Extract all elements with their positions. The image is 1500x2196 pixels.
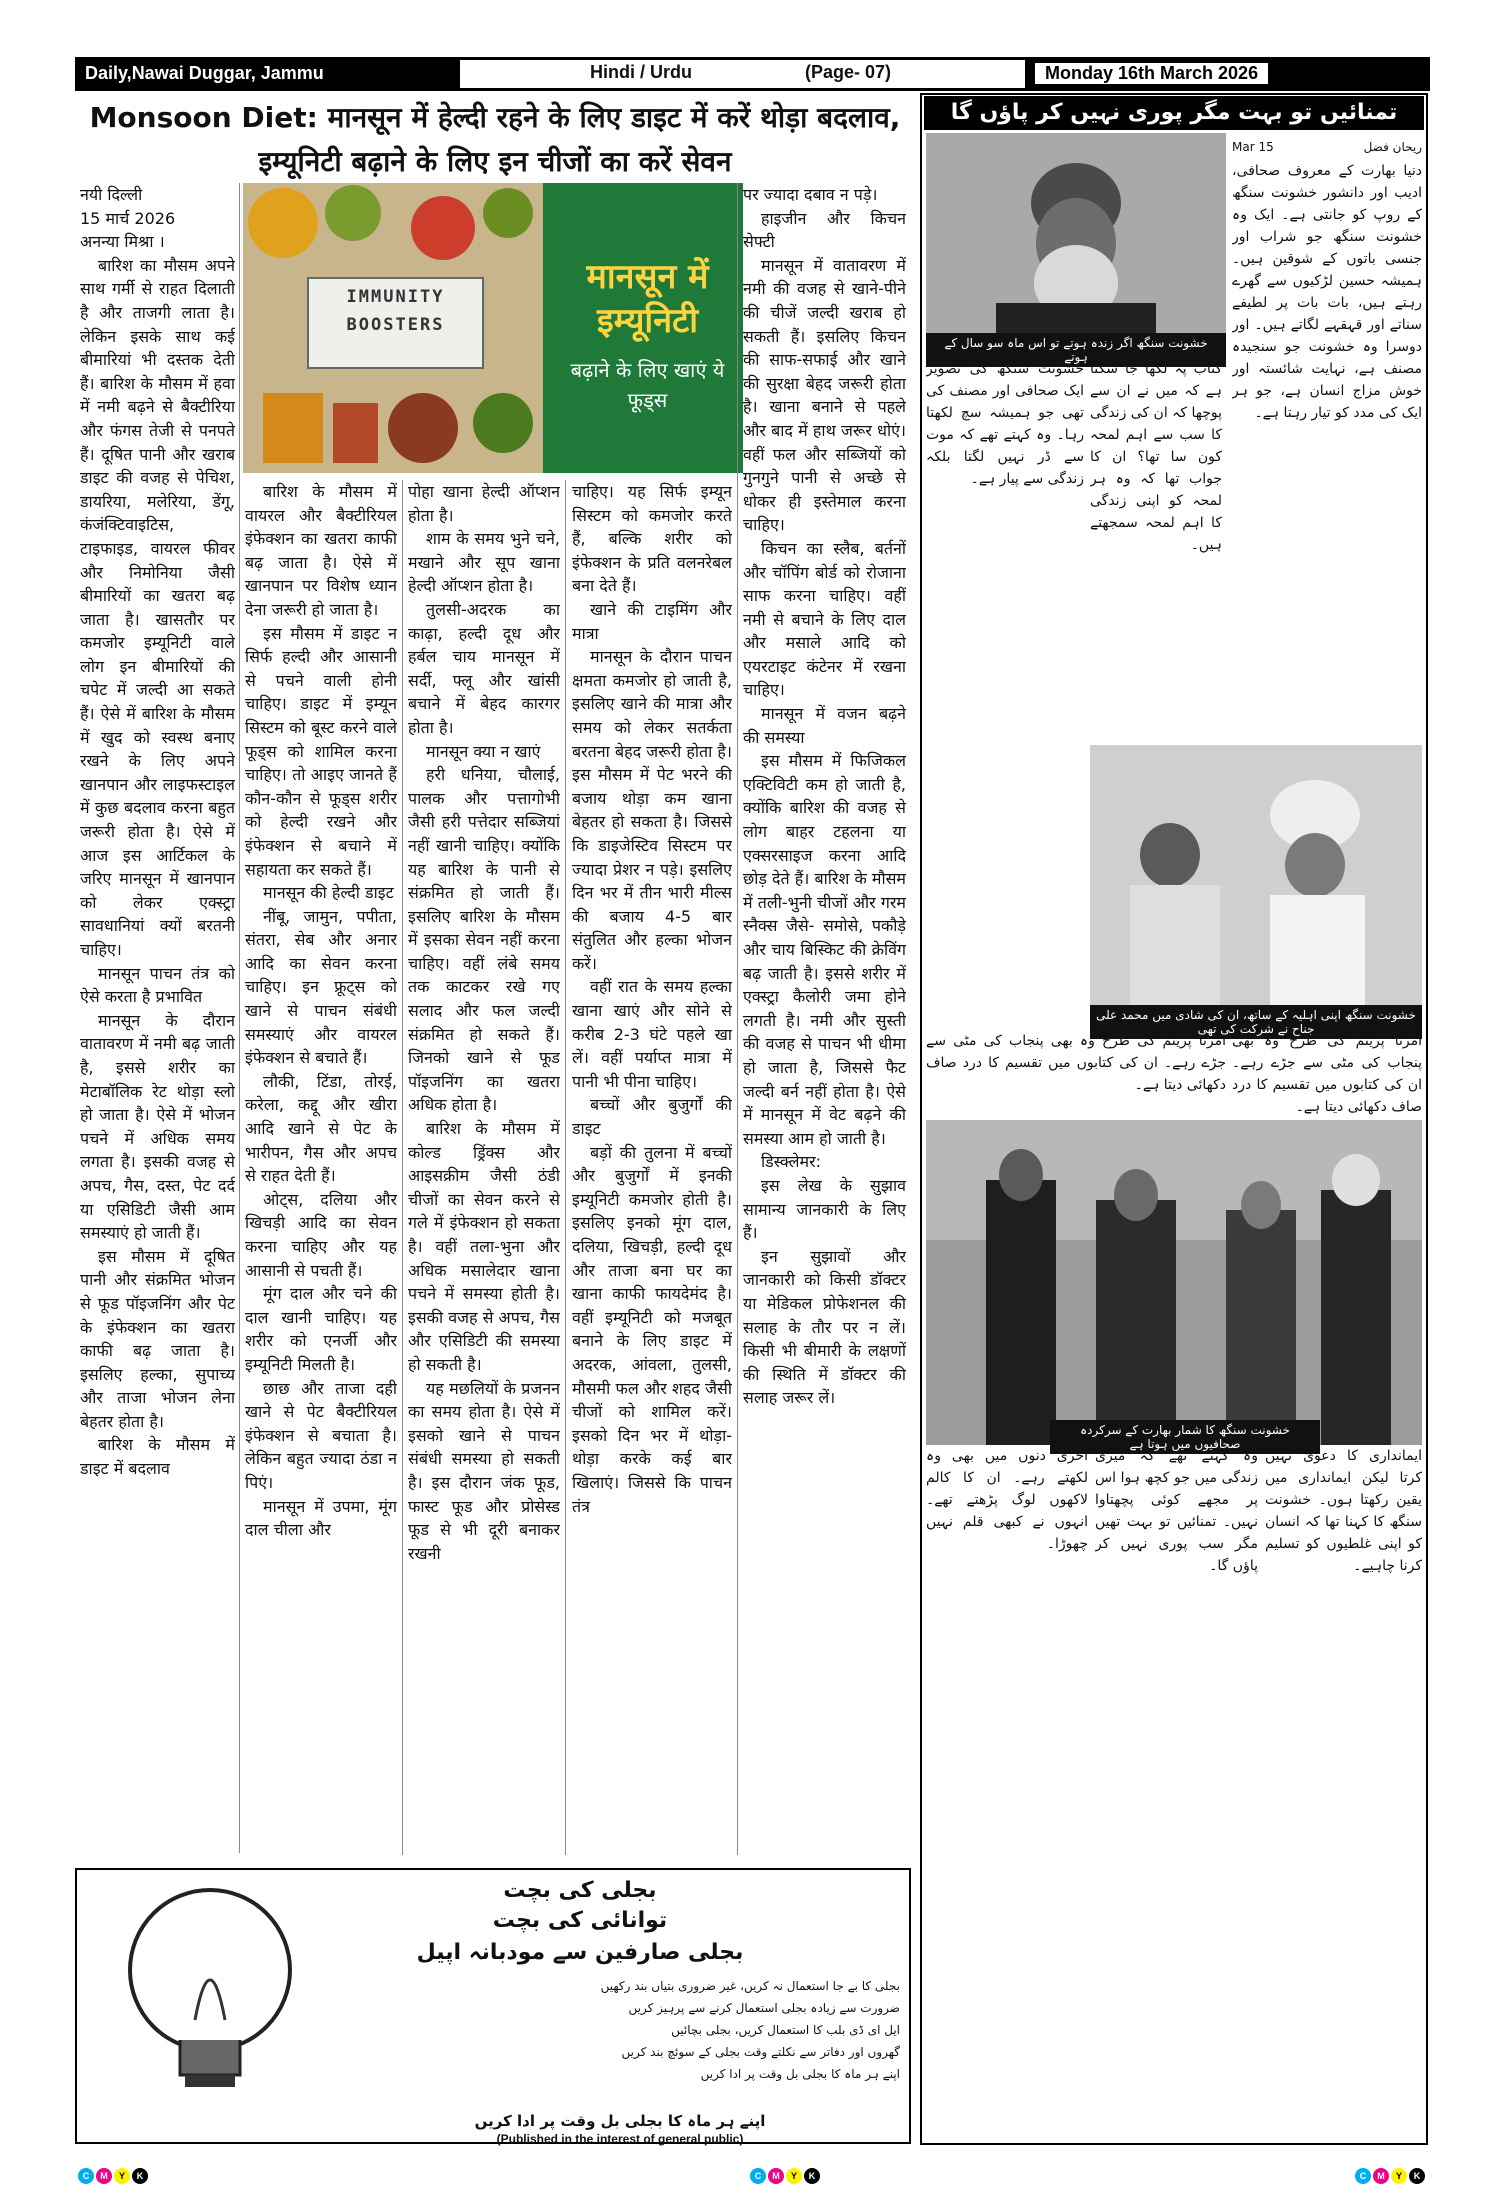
article-column-3 [408, 480, 560, 1858]
black-mark: K [1409, 2168, 1425, 2184]
paragraph: बारिश का मौसम अपने साथ गर्मी से राहत दिलाती है और ताजगी लाता है। लेकिन इसके साथ कई बीमारियां भी दस्तक देती हैं। बारिश के मौसम में हवा में नमी बढ़ने से बैक्टीरिया और फंगस तेजी से पनपते हैं। दूषित पानी और खराब डाइट की वजह से पेचिश, डायरिया, मलेरिया, डेंगू, कंजंक्टिवाइटिस, टाइफाइड, वायरल फीवर और निमोनिया जैसी बीमारियों का खतरा बढ़ जाता है। खासतौर पर कमजोर इम्यूनिटी वाले लोग इन बीमारियों की चपेट में जल्दी आ सकते हैं। ऐसे में बारिश के मौसम में खुद को स्वस्थ बनाए रखने के लिए अपने खानपान और लाइफस्टाइल में कुछ बदलाव करना बहुत जरूरी होता है। ऐसे में आज इस आर्टिकल के जरिए मानसून में खानपान को लेकर एक्स्ट्रा सावधानियां क्यों बरतनी चाहिए। [80, 255, 235, 959]
paragraph: चाहिए। यह सिर्फ इम्यून सिस्टम को कमजोर करते हैं, बल्कि शरीर को इंफेक्शन के प्रति वलनरेबल बना देते हैं। [572, 482, 732, 596]
photo-caption: خشونت سنگھ اپنی اہلیہ کے ساتھ، ان کی شادی میں محمد علی جناح نے شرکت کی تھی [1090, 1005, 1422, 1039]
ad-appeal: بجلی صارفین سے مودبانہ اپیل [416, 1940, 744, 1965]
column-divider [402, 480, 403, 1855]
cyan-mark: C [750, 2168, 766, 2184]
paragraph: पोहा खाना हेल्दी ऑप्शन होता है। [408, 482, 560, 525]
issue-date-text: Monday 16th March 2026 [1035, 63, 1268, 84]
group-photo [926, 1120, 1422, 1445]
byline: ریحان فضل [1363, 140, 1422, 154]
cyan-mark: C [78, 2168, 94, 2184]
yellow-mark: Y [786, 2168, 802, 2184]
urdu-headline: تمنائیں تو بہت مگر پوری نہیں کر پاؤں گا [924, 96, 1424, 130]
page-number: (Page- 07) [805, 62, 892, 82]
paragraph: इस मौसम में फिजिकल एक्टिविटी कम हो जाती है, क्योंकि बारिश की वजह से लोग बाहर टहलना या एक्सरसाइज करना आदि छोड़ देते हैं। बारिश के मौसम में तली-भुनी चीजों और गरम स्नैक्स जैसे- समोसे, पकौड़े और चाय बिस्किट की क्रेविंग बढ़ जाती है। इससे शरीर में एक्स्ट्रा कैलोरी जमा होने लगती है। नमी और सुस्ती की वजह से पाचन भी धीमा हो जाता है, जिससे फैट जल्दी बर्न नहीं होता है। ऐसे में मानसून में वेट बढ़ने की समस्या आम हो जाती है। [743, 751, 906, 1148]
article-column-4 [572, 480, 732, 1858]
paragraph: वहीं रात के समय हल्का खाना खाएं और सोने से करीब 2-3 घंटे पहले खा लें। वहीं पर्याप्त मात्रा में पानी भी पीना चाहिए। [572, 977, 732, 1091]
subheading: बारिश के मौसम में डाइट में बदलाव [80, 1435, 235, 1479]
lightbulb-icon [100, 1880, 320, 2100]
paragraph: मानसून के दौरान वातावरण में नमी बढ़ जाती है, इससे शरीर का मेटाबॉलिक रेट थोड़ा स्लो हो जाता है। ऐसे में भोजन पचने में अधिक समय लगता है। इसकी वजह से अपच, गैस, दस्त, पेट दर्द या एसिडिटी जैसी आम समस्याएं हो जाती हैं। [80, 1010, 235, 1243]
ad-tip: گھروں اور دفاتر سے نکلتے وقت بجلی کے سوئچ بند کریں [621, 2045, 900, 2059]
paragraph: बारिश के मौसम में कोल्ड ड्रिंक्स और आइसक्रीम जैसी ठंडी चीजों का सेवन करने से गले में इंफेक्शन हो सकता है। वहीं तला-भुना और अधिक मसालेदार खाना पचने में समस्या होती है। इसकी वजह से अपच, गैस और एसिडिटी की समस्या हो सकती है। [408, 1119, 560, 1374]
ad-title: بجلی کی بچت [503, 1878, 657, 1903]
ad-tips [340, 1975, 900, 2085]
yellow-mark: Y [1391, 2168, 1407, 2184]
magenta-mark: M [96, 2168, 112, 2184]
article-author: अनन्या मिश्रा । [80, 232, 165, 252]
magenta-mark: M [768, 2168, 784, 2184]
subheading: मानसून पाचन तंत्र को ऐसे करता है प्रभावित [80, 963, 235, 1007]
photo-caption: خشونت سنگھ اگر زندہ ہوتے تو اس ماہ سو سال کے ہوتے [926, 333, 1226, 367]
ad-footer: اپنے ہر ماہ کا بجلی بل وقت پر ادا کریں [474, 2112, 766, 2130]
article-date: 15 मार्च 2026 [80, 208, 176, 228]
subheading: खाने की टाइमिंग और मात्रा [572, 599, 732, 643]
cmyk-marks [750, 2168, 820, 2188]
hero-subtitle: बढ़ाने के लिए खाएं ये फूड्स [570, 358, 725, 412]
article-headline: Monsoon Diet: मानसून में हेल्दी रहने के लिए डाइट में करें थोड़ा बदलाव, इम्यूनिटी बढ़ाने के लिए इन चीजों का करें सेवन [89, 101, 901, 178]
urdu-column: آخری دنوں میں بھی وہ لکھتے رہے۔ ان کا کالم لاکھوں لوگ پڑھتے تھے۔ انہوں نے کبھی قلم نہیں چھوڑا۔ [926, 1448, 1088, 1552]
paragraph: लौकी, टिंडा, तोरई, करेला, कद्दू और खीरा आदि खाने से पेट के भारीपन, गैस और अपच से राहत देती हैं। [245, 1071, 397, 1186]
urdu-column: وہ کہتے تھے کہ میری زندگی میں جو کچھ ہوا اس پر مجھے کوئی پچھتاوا نہیں۔ تمنائیں تو بہت تھیں مگر سب پوری نہیں کر پاؤں گا۔ [1095, 1448, 1258, 1574]
urdu-column: دنیا بھارت کے معروف صحافی، ادیب اور دانشور خشونت سنگھ کے روپ کو جانتی ہے۔ ایک وہ خشونت سنگھ جو شراب اور جنسی باتوں کے شوقین ہیں۔ ہمیشہ حسین لڑکیوں سے گھرے رہتے ہیں، بات بات پر لطیفے سناتے اور قہقہے لگاتے ہیں۔ اور دوسرا وہ خشونت جو سنجیدہ مصنف ہے، نہایت شائستہ اور خوش مزاج انسان ہے، جو ہر ایک کی مدد کو تیار رہتا ہے۔ [1232, 163, 1422, 421]
ad-tip: ضرورت سے زیادہ بجلی استعمال کرنے سے پرہیز کریں [628, 2001, 900, 2015]
urdu-column: ایمانداری کا دعویٰ نہیں کرتا لیکن ایمانداری میں یقین رکھتا ہوں۔ خشونت سنگھ کا کہنا تھا کہ انسان کو اپنی غلطیوں کو تسلیم کرنا چاہیے۔ [1265, 1448, 1422, 1574]
disclaimer-heading: डिस्क्लेमर: [761, 1152, 821, 1172]
paragraph: किचन का स्लैब, बर्तनों और चॉपिंग बोर्ड को रोजाना साफ करना चाहिए। वहीं नमी से बचाने के लिए दाल और मसाले आदि को एयरटाइट कंटेनर में रखना चाहिए। [743, 538, 906, 700]
urdu-column: امرتا پریتم کی طرح وہ بھی پنجاب کی مٹی سے جڑے رہے۔ ان کی کتابوں میں تقسیم کا درد صاف دکھائی دیتا ہے۔ [1232, 1033, 1422, 1115]
language-label: Hindi / Urdu [590, 62, 692, 82]
article-column-5 [743, 183, 906, 1858]
photo-caption: خشونت سنگھ کا شمار بھارت کے سرکردہ صحافیوں میں ہوتا ہے [1050, 1420, 1320, 1454]
paragraph: मानसून में उपमा, मूंग दाल चीला और [245, 1496, 397, 1540]
paragraph: छाछ और ताजा दही खाने से पेट बैक्टीरियल इंफेक्शन से बचाता है। लेकिन बहुत ज्यादा ठंडा न पिएं। [245, 1378, 397, 1492]
wedding-photo [1090, 745, 1422, 1005]
paragraph: तुलसी-अदरक का काढ़ा, हल्दी दूध और हर्बल चाय मानसून में सर्दी, फ्लू और खांसी बचाने में बेहद कारगर होता है। [408, 599, 560, 737]
black-mark: K [132, 2168, 148, 2184]
subheading: मानसून की हेल्दी डाइट [263, 883, 394, 903]
black-mark: K [804, 2168, 820, 2184]
article-column-1 [80, 183, 235, 1858]
paragraph: मानसून में वातावरण में नमी की वजह से खाने-पीने की चीजें जल्दी खराब हो सकती हैं। इसलिए किचन की साफ-सफाई और खाने की सुरक्षा बेहद जरूरी होता है। खाना बनाने से पहले और बाद में हाथ जरूर धोएं। वहीं फल और सब्जियों को गुनगुने पानी से अच्छे से धोकर ही इस्तेमाल करना चाहिए। [743, 255, 906, 535]
subheading: हाइजीन और किचन सेफ्टी [743, 208, 906, 252]
ad-tip: اپنے ہر ماہ کا بجلی بل وقت پر ادا کریں [700, 2067, 900, 2081]
paragraph: शाम के समय भुने चने, मखाने और सूप खाना हेल्दी ऑप्शन होता है। [408, 529, 560, 596]
ad-tip: ایل ای ڈی بلب کا استعمال کریں، بجلی بچائیں [671, 2023, 900, 2037]
hero-label-immunity: IMMUNITY BOOSTERS [346, 287, 445, 335]
paragraph: मूंग दाल और चने की दाल खानी चाहिए। यह शरीर को एनर्जी और इम्यूनिटी मिलती है। [245, 1284, 397, 1374]
paragraph: पर ज्यादा दबाव न पड़े। [743, 185, 878, 204]
ad-tip: بجلی کا بے جا استعمال نہ کریں، غیر ضروری بتیاں بند رکھیں [600, 1979, 900, 1993]
subheading: मानसून क्या न खाएं [426, 741, 541, 761]
ad-subtitle: توانائی کی بچت [492, 1908, 668, 1933]
paragraph: नींबू, जामुन, पपीता, संतरा, सेब और अनार आदि का सेवन करना चाहिए। इन फ्रूट्स को खाने से पाचन संबंधी समस्याएं और वायरल इंफेक्शन से बचाते हैं। [245, 906, 397, 1068]
urdu-column: خشونت سنگھ کی تصویر ایک صحافی اور مصنف کی تھی جو ہمیشہ سچ لکھتا رہا۔ وہ کہتے تھے کہ موت سے ڈر نہیں لگتا بلکہ زندگی سے پیار ہے۔ [926, 361, 1084, 487]
paragraph: इस लेख के सुझाव सामान्य जानकारी के लिए हैं। [743, 1175, 906, 1243]
cmyk-marks [1355, 2168, 1425, 2188]
urdu-date: 15 Mar [1232, 140, 1274, 154]
subheading: बच्चों और बुजुर्गों की डाइट [572, 1095, 732, 1139]
column-divider [565, 480, 566, 1855]
paragraph: यह मछलियों के प्रजनन का समय होता है। ऐसे में इसको खाने से पाचन संबंधी समस्या हो सकती है। इस दौरान जंक फूड, फास्ट फूड और प्रोसेस्ड फूड से भी दूरी बनाकर रखनी [408, 1378, 560, 1563]
urdu-column: کتاب پہ لکھا جا سکتا ہے کہ میں نے ان سے پوچھا کہ ان کی زندگی کا سب سے اہم لمحہ کون سا تھا؟ ان کا جواب تھا کہ وہ ہر لمحہ کو اپنی زندگی کا اہم لمحہ سمجھتے ہیں۔ [1090, 361, 1222, 553]
paragraph: हरी धनिया, चौलाई, पालक और पत्तागोभी जैसी हरी पत्तेदार सब्जियां नहीं खानी चाहिए। क्योंकि यह बारिश के पानी से संक्रमित हो जाती हैं। इसलिए बारिश के मौसम में इसका सेवन नहीं करना चाहिए। वहीं लंबे समय तक काटकर रखे गए सलाद और फल जल्दी संक्रमित हो सकते हैं। जिनको खाने से फूड पॉइजनिंग का खतरा अधिक होता है। [408, 765, 560, 1115]
cmyk-marks [78, 2168, 148, 2188]
paragraph: ओट्स, दलिया और खिचड़ी आदि का सेवन करना चाहिए और यह आसानी से पचती हैं। [245, 1189, 397, 1280]
yellow-mark: Y [114, 2168, 130, 2184]
paragraph: इस मौसम में डाइट न सिर्फ हल्दी और आसानी से पचने वाली होनी चाहिए। डाइट में इम्यून सिस्टम को बूस्ट करने वाले फूड्स को शामिल करना चाहिए। तो आइए जानते हैं कौन-कौन से फूड्स शरीर को हेल्दी रखने और इंफेक्शन से बचाने में सहायता कर सकते हैं। [245, 623, 397, 879]
subheading: मानसून में वजन बढ़ने की समस्या [743, 704, 906, 747]
urdu-column: امرتا پریتم کی طرح وہ بھی پنجاب کی مٹی سے جڑے رہے۔ ان کی کتابوں میں تقسیم کا درد صاف دکھائی دیتا ہے۔ [926, 1033, 1226, 1093]
issue-date [1025, 57, 1430, 91]
paragraph: बारिश के मौसम में वायरल और बैक्टीरियल इंफेक्शन का खतरा काफी बढ़ जाता है। ऐसे में खानपान पर विशेष ध्यान देना जरूरी हो जाता है। [245, 482, 397, 619]
hero-title: मानसून में इम्यूनिटी [586, 257, 709, 341]
paragraph: मानसून के दौरान पाचन क्षमता कमजोर हो जाती है, इसलिए खाने की मात्रा और समय को लेकर सतर्कता बरतना बेहद जरूरी होता है। इस मौसम में पेट भरने की बजाय थोड़ा कम खाना बेहतर हो सकता है। जिससे कि डाइजेस्टिव सिस्टम पर ज्यादा प्रेशर न पड़े। इसलिए दिन भर में तीन भारी मील्स की बजाय 4-5 बार संतुलित और हल्का भोजन करें। [572, 647, 732, 973]
magenta-mark: M [1373, 2168, 1389, 2184]
column-divider [239, 183, 240, 1853]
paragraph: बड़ों की तुलना में बच्चों और बुजुर्गों में इनकी इम्यूनिटी कमजोर होती है। इसलिए इनको मूंग दाल, दलिया, खिचड़ी, हल्दी दूध और ताजा बना घर का खाना काफी फायदेमंद है। वहीं इम्यूनिटी को मजबूत बनाने के लिए डाइट में अदरक, आंवला, तुलसी, मौसमी फल और शहद जैसी चीजों को शामिल करें। इसको दिन भर में थोड़ा-थोड़ा करके कई बार खिलाएं। जिससे कि पाचन तंत्र [572, 1142, 732, 1516]
byline-row [1232, 140, 1422, 154]
paragraph: इस मौसम में दूषित पानी और संक्रमित भोजन से फूड पॉइजनिंग और पेट के इंफेक्शन का खतरा काफी बढ़ जाता है। इसलिए हल्का, सुपाच्य और ताजा भोजन लेना बेहतर होता है। [80, 1246, 235, 1431]
cyan-mark: C [1355, 2168, 1371, 2184]
paper-name: Daily,Nawai Duggar, Jammu [75, 57, 460, 91]
portrait-photo [926, 133, 1226, 333]
ad-public-note: (Published in the interest of general public) [496, 2132, 744, 2146]
column-divider [737, 183, 738, 1855]
paragraph: इन सुझावों और जानकारी को किसी डॉक्टर या मेडिकल प्रोफेशनल की सलाह के तौर पर न लें। किसी भी बीमारी के लक्षणों की स्थिति में डॉक्टर की सलाह जरूर लें। [743, 1246, 906, 1408]
article-column-2 [245, 480, 397, 1858]
dateline: नयी दिल्ली [80, 185, 143, 204]
